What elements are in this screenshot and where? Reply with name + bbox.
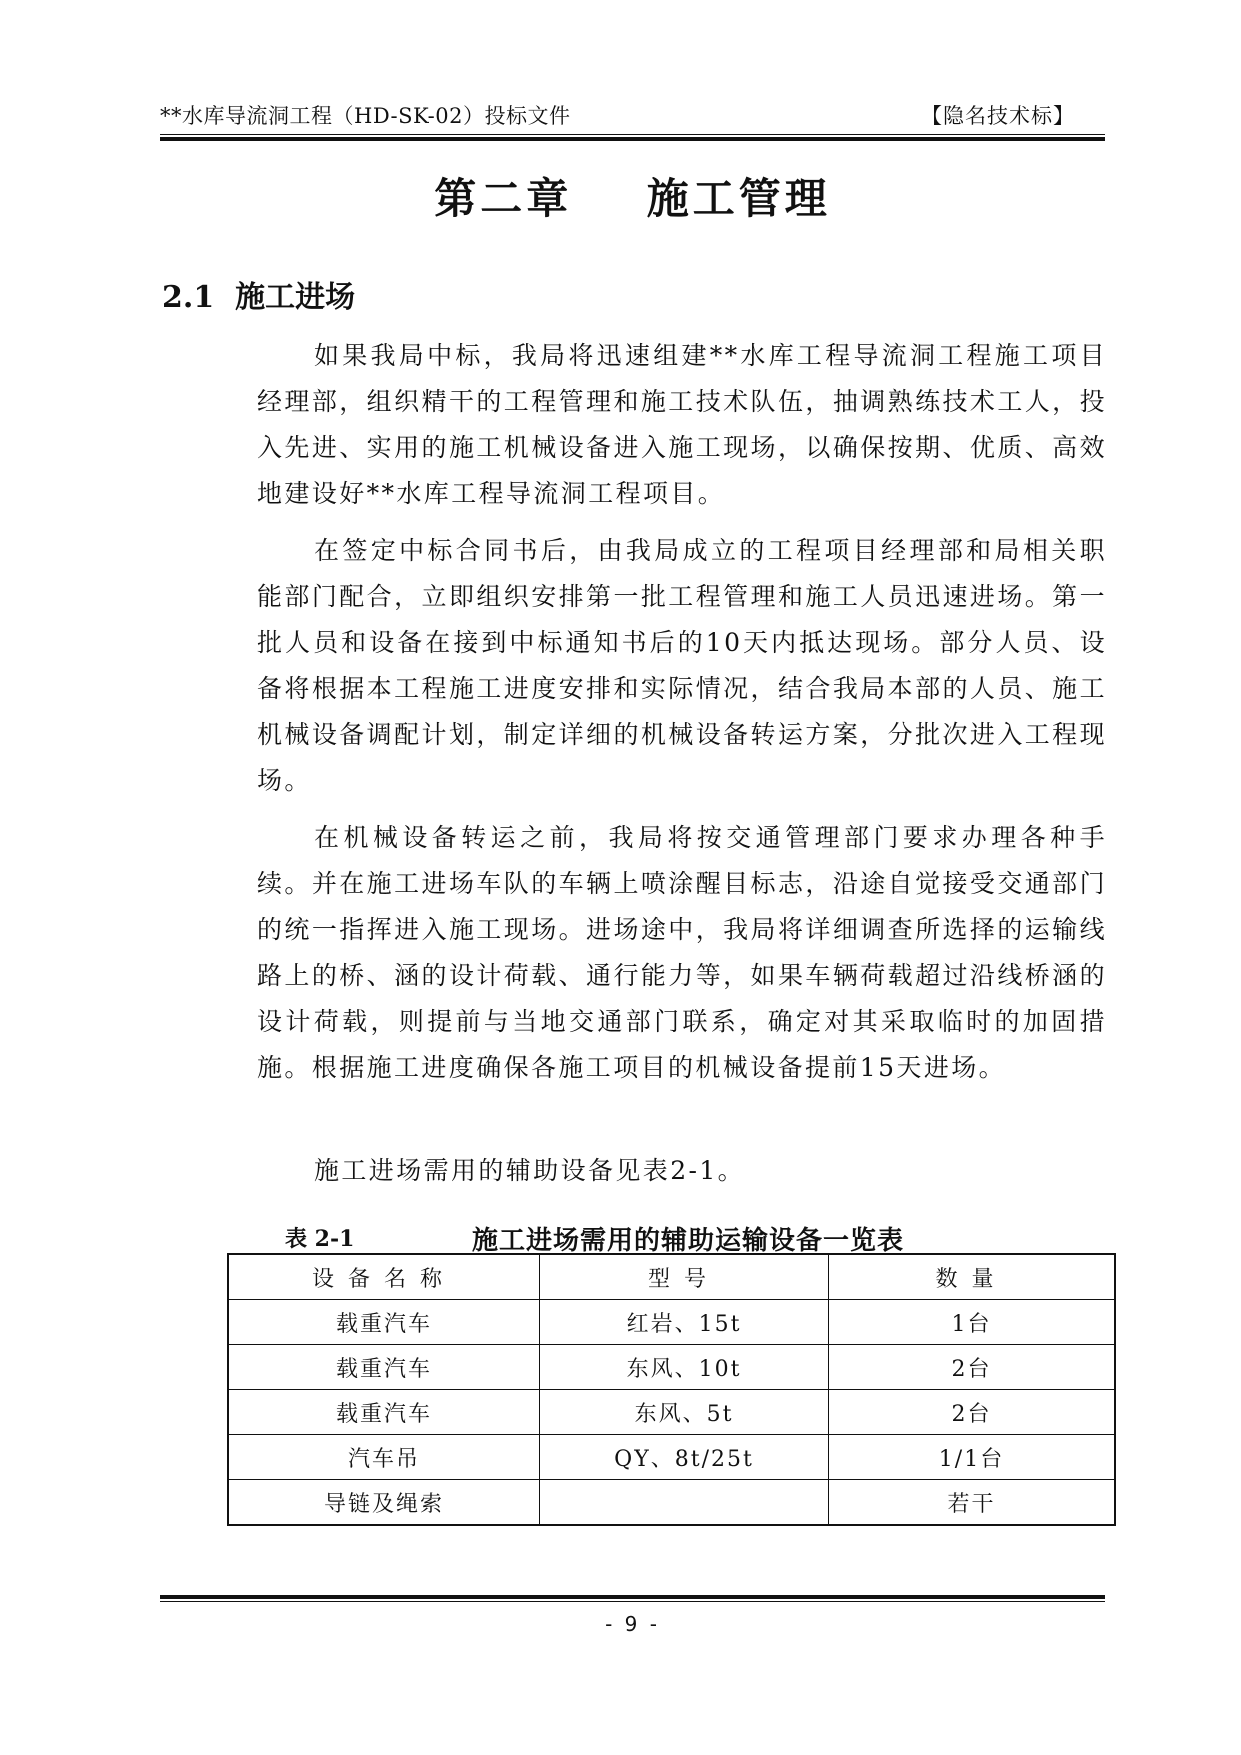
- cell-equipment-name: 导链及绳索: [228, 1480, 540, 1526]
- body-paragraph-4: 施工进场需用的辅助设备见表2-1。: [314, 1156, 746, 1185]
- cell-model: QY、8t/25t: [540, 1435, 829, 1480]
- column-header-quantity: 数量: [829, 1254, 1116, 1300]
- table-title: 施工进场需用的辅助运输设备一览表: [472, 1226, 905, 1256]
- header-divider-thick: [160, 137, 1105, 141]
- footer-divider-thick: [160, 1595, 1105, 1599]
- equipment-table: [227, 1253, 1116, 1526]
- table-row: [228, 1480, 1115, 1526]
- table-number: 表 2-1: [285, 1226, 355, 1252]
- cell-equipment-name: 汽车吊: [228, 1435, 540, 1480]
- cell-model: 东风、10t: [540, 1345, 829, 1390]
- table-row: [228, 1390, 1115, 1435]
- page-number: - 9 -: [605, 1612, 660, 1636]
- cell-equipment-name: 载重汽车: [228, 1390, 540, 1435]
- table-caption: [285, 1222, 1105, 1254]
- cell-quantity: 1台: [829, 1300, 1116, 1345]
- table-row: [228, 1345, 1115, 1390]
- body-paragraph-1: 如果我局中标，我局将迅速组建**水库工程导流洞工程施工项目经理部，组织精干的工程管理和施工技术队伍，抽调熟练技术工人，投入先进、实用的施工机械设备进入施工现场，以确保按期、优质、高效地建设好**水库工程导流洞工程项目。: [257, 341, 1107, 508]
- equipment-table-container: [227, 1253, 1116, 1526]
- body-paragraph-2: 在签定中标合同书后，由我局成立的工程项目经理部和局相关职能部门配合，立即组织安排第一批工程管理和施工人员迅速进场。第一批人员和设备在接到中标通知书后的10天内抵达现场。部分人员、设备将根据本工程施工进度安排和实际情况，结合我局本部的人员、施工机械设备调配计划，制定详细的机械设备转运方案，分批次进入工程现场。: [257, 536, 1107, 795]
- footer-divider-thin: [160, 1601, 1105, 1602]
- cell-quantity: 1/1台: [829, 1435, 1116, 1480]
- table-row: [228, 1300, 1115, 1345]
- section-heading: 2.1 施工进场: [162, 280, 356, 315]
- header-divider-thin: [160, 134, 1105, 135]
- body-paragraph-3: 在机械设备转运之前，我局将按交通管理部门要求办理各种手续。并在施工进场车队的车辆上喷涂醒目标志，沿途自觉接受交通部门的统一指挥进入施工现场。进场途中，我局将详细调查所选择的运输线路上的桥、涵的设计荷载、通行能力等，如果车辆荷载超过沿线桥涵的设计荷载，则提前与当地交通部门联系，确定对其采取临时的加固措施。根据施工进度确保各施工项目的机械设备提前15天进场。: [257, 823, 1107, 1082]
- cell-quantity: 2台: [829, 1390, 1116, 1435]
- header-document-title: **水库导流洞工程（HD-SK-02）投标文件: [160, 104, 571, 128]
- column-header-equipment-name: 设备名称: [228, 1254, 540, 1300]
- table-header-row: [228, 1254, 1115, 1300]
- page-header: [160, 100, 1105, 134]
- cell-equipment-name: 载重汽车: [228, 1345, 540, 1390]
- chapter-title: 第二章 施工管理: [434, 174, 831, 223]
- header-classification-label: 【隐名技术标】: [921, 104, 1075, 128]
- cell-quantity: 若干: [829, 1480, 1116, 1526]
- cell-quantity: 2台: [829, 1345, 1116, 1390]
- cell-model: 东风、5t: [540, 1390, 829, 1435]
- table-row: [228, 1435, 1115, 1480]
- column-header-model: 型号: [540, 1254, 829, 1300]
- cell-model: 红岩、15t: [540, 1300, 829, 1345]
- cell-model: [540, 1480, 829, 1526]
- cell-equipment-name: 载重汽车: [228, 1300, 540, 1345]
